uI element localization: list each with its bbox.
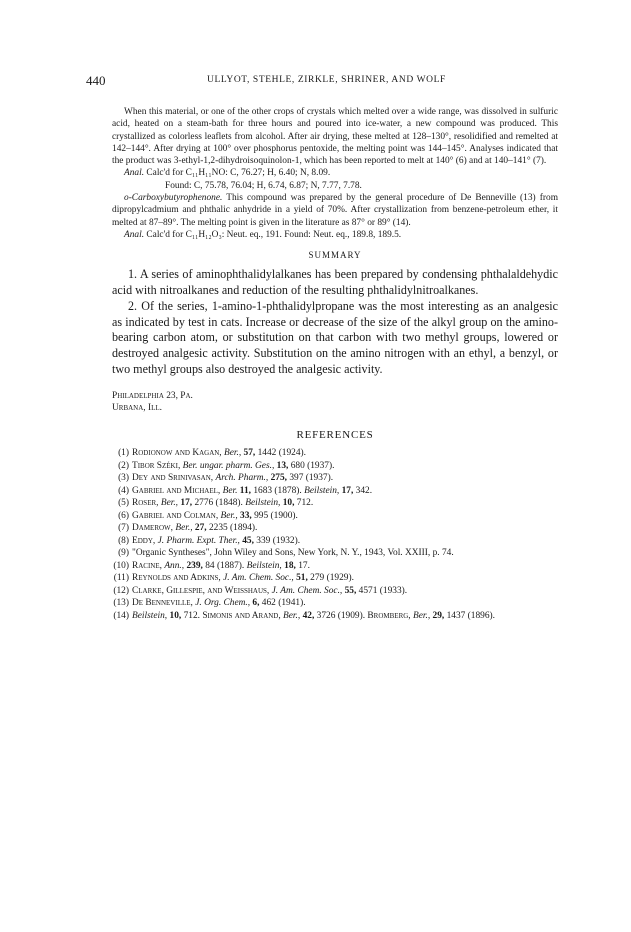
reference-extra-vol: 17, [341, 485, 354, 496]
reference-journal: Ber., [160, 498, 179, 509]
reference-item [112, 485, 558, 498]
page-header [86, 73, 567, 89]
reference-journal: Ann., [164, 560, 185, 571]
reference-item [112, 597, 558, 610]
reference-item [112, 497, 558, 510]
reference-authors: Tibor Széki, [132, 460, 181, 471]
reference-item [112, 535, 558, 548]
reference-authors: Gabriel and Michael, [132, 485, 221, 496]
article-body [112, 106, 558, 622]
reference-journal: Ber., [175, 523, 193, 534]
reference-extra2-rest: 1437 (1896). [446, 610, 496, 621]
reference-journal: J. Am. Chem. Soc., [271, 585, 343, 596]
reference-number: (1) [118, 448, 129, 459]
reference-rest: 84 (1887). [205, 560, 245, 571]
reference-authors: Rodionow and Kagan, [132, 448, 222, 459]
reference-extra-vol: 42, [302, 610, 315, 621]
reference-number: (4) [118, 485, 129, 496]
reference-authors: Racine, [132, 560, 162, 571]
reference-item [112, 522, 558, 535]
reference-journal: Ber. [222, 485, 238, 496]
reference-item [112, 460, 558, 473]
reference-rest: 712. [183, 610, 200, 621]
compound-text: This compound was prepared by the general procedure of De Benneville (13) from dipropylcadmium and phthalic anhydride in a yield of 70%. After crystallization from benzene-petroleum ether, it melted at 87–89°. The melting point is given in the literature as 87° or 89° (14). [112, 193, 558, 228]
address-block [112, 390, 558, 415]
reference-extra-rest: 712. [296, 498, 314, 509]
reference-journal: Ber., [224, 448, 242, 459]
reference-item [112, 472, 558, 485]
reference-extra-authors: Simonis and Arand, [202, 610, 281, 621]
reference-number: (7) [118, 523, 129, 534]
reference-extra-vol: 10, [282, 498, 295, 509]
reference-rest: 680 (1937). [290, 460, 335, 471]
reference-rest: 462 (1941). [261, 598, 306, 609]
reference-journal: Arch. Pharm., [215, 473, 269, 484]
reference-journal: J. Am. Chem. Soc., [223, 573, 294, 584]
reference-vol: 57, [243, 448, 256, 459]
reference-list [112, 447, 558, 622]
summary-point-2: 2. Of the series, 1-amino-1-phthalidylpropane was the most interesting as an analgesic as indicated by test in cats. Increase or decrease of the size of the alkyl group on the amino-bearing carbon atom, or substitution on that carbon with two methyl groups, lowered or destroyed analgesic activity. Substitution on the amino nitrogen with an ethyl, a benzyl, or two methyl groups also destroyed the analgesic activity. [112, 298, 558, 377]
reference-extra-vol: 18, [284, 560, 296, 571]
reference-extra-rest: 3726 (1909). [316, 610, 366, 621]
reference-vol: 10, [169, 610, 182, 621]
reference-vol: 275, [270, 473, 287, 484]
reference-number: (6) [118, 510, 129, 521]
reference-number: (2) [118, 460, 129, 471]
reference-authors: De Benneville, [132, 598, 193, 609]
reference-vol: 51, [296, 573, 308, 584]
reference-authors: Damerow, [132, 523, 174, 534]
reference-rest: 397 (1937). [289, 473, 334, 484]
reference-number: (10) [113, 560, 129, 571]
compound-paragraph [112, 192, 558, 229]
reference-extra2-vol: 29, [432, 610, 445, 621]
anal-label: Anal. [124, 168, 145, 179]
reference-extra-journal: Ber., [283, 610, 301, 621]
reference-extra-rest: 342. [355, 485, 373, 496]
reference-rest: 1683 (1878). [253, 485, 302, 496]
compound-name: o-Carboxybutyrophenone. [124, 193, 223, 204]
reference-rest: 2235 (1894). [208, 523, 258, 534]
references-heading: REFERENCES [296, 429, 374, 442]
reference-number: (13) [113, 598, 129, 609]
reference-vol: 6, [252, 598, 260, 609]
reference-vol: 55, [344, 585, 357, 596]
reference-journal: Ber., [220, 510, 238, 521]
reference-item [112, 610, 558, 623]
reference-item [112, 447, 558, 460]
reference-vol: 45, [242, 535, 254, 546]
analysis-block [112, 167, 558, 192]
anal-found: Found: C, 75.78, 76.04; H, 6.74, 6.87; N, 7.77, 7.78. [165, 180, 362, 191]
reference-extra-journal: Beilstein, [304, 485, 340, 496]
address-line: Philadelphia 23, Pa. [112, 390, 193, 401]
reference-extra-journal: Beilstein, [245, 498, 281, 509]
reference-item [112, 560, 558, 573]
reference-vol: 27, [194, 523, 207, 534]
reference-number: (5) [118, 498, 129, 509]
reference-authors: Dey and Srinivasan, [132, 473, 214, 484]
reference-extra-rest: 17. [298, 560, 310, 571]
anal-label-2: Anal. [124, 229, 145, 240]
reference-item [112, 572, 558, 585]
running-title: ULLYOT, STEHLE, ZIRKLE, SHRINER, AND WOLF [207, 75, 446, 85]
reference-rest: 279 (1929). [310, 573, 354, 584]
reference-journal: Ber. ungar. pharm. Ges., [182, 460, 275, 471]
analysis-block-2 [112, 229, 558, 241]
reference-rest: 1442 (1924). [257, 448, 307, 459]
reference-item [112, 547, 558, 560]
address-line: Urbana, Ill. [112, 403, 162, 414]
reference-extra2-authors: Bromberg, [367, 610, 411, 621]
reference-authors: Gabriel and Colman, [132, 510, 219, 521]
reference-item [112, 585, 558, 598]
reference-rest: 2776 (1848). [194, 498, 243, 509]
reference-authors: Eddy, [132, 535, 156, 546]
reference-journal: J. Pharm. Expt. Ther., [157, 535, 240, 546]
reference-number: (12) [113, 585, 129, 596]
reference-vol: 239, [186, 560, 203, 571]
page-number: 440 [86, 73, 106, 88]
reference-extra-journal: Beilstein, [246, 560, 282, 571]
reference-item [112, 510, 558, 523]
reference-number: (3) [118, 473, 129, 484]
anal-calcd: Calc'd for C₁₁H₁₁NO: C, 76.27; H, 6.40; N, 8.09. [146, 168, 331, 179]
reference-rest: "Organic Syntheses", John Wiley and Sons, New York, N. Y., 1943, Vol. XXIII, p. 74. [132, 548, 454, 559]
reference-authors: Roser, [132, 498, 159, 509]
reference-number: (8) [118, 535, 129, 546]
reference-number: (9) [118, 548, 129, 559]
reference-extra2-journal: Ber., [412, 610, 431, 621]
reference-authors: Clarke, Gillespie, and Weisshaus, [132, 585, 270, 596]
anal-text-2: Calc'd for C₁₁H₁₂O₃: Neut. eq., 191. Found: Neut. eq., 189.8, 189.5. [146, 229, 402, 240]
experimental-paragraph: When this material, or one of the other crops of crystals which melted over a wide range, was dissolved in sulfuric acid, heated on a steam-bath for three hours and poured into ice-water, a new compound was produced. This crystallized as colorless leaflets from alcohol. After air drying, these melted at 128–130°, resolidified and remelted at 142–144°. After drying at 100° over phosphorus pentoxide, the melting point was 144–145°. Analyses indicated that the product was 3-ethyl-1,2-dihydroisoquinolon-1, which has been reported to melt at 140° (6) and at 140–141° (7). [112, 107, 558, 167]
reference-vol: 11, [239, 485, 251, 496]
reference-journal: J. Org. Chem., [195, 598, 251, 609]
reference-number: (11) [113, 573, 129, 584]
reference-rest: 339 (1932). [256, 535, 301, 546]
reference-vol: 17, [180, 498, 193, 509]
reference-rest: 995 (1900). [254, 510, 298, 521]
reference-authors: Reynolds and Adkins, [132, 573, 221, 584]
reference-journal: Beilstein, [132, 610, 168, 621]
reference-number: (14) [113, 610, 129, 621]
reference-vol: 33, [240, 510, 252, 521]
summary-point-1: 1. A series of aminophthalidylalkanes has been prepared by condensing phthalaldehydic acid with nitroalkanes and reduction of the resulting phthalidylnitroalkanes. [112, 267, 558, 298]
reference-rest: 4571 (1933). [358, 585, 408, 596]
reference-vol: 13, [276, 460, 289, 471]
summary-heading: SUMMARY [308, 250, 362, 261]
